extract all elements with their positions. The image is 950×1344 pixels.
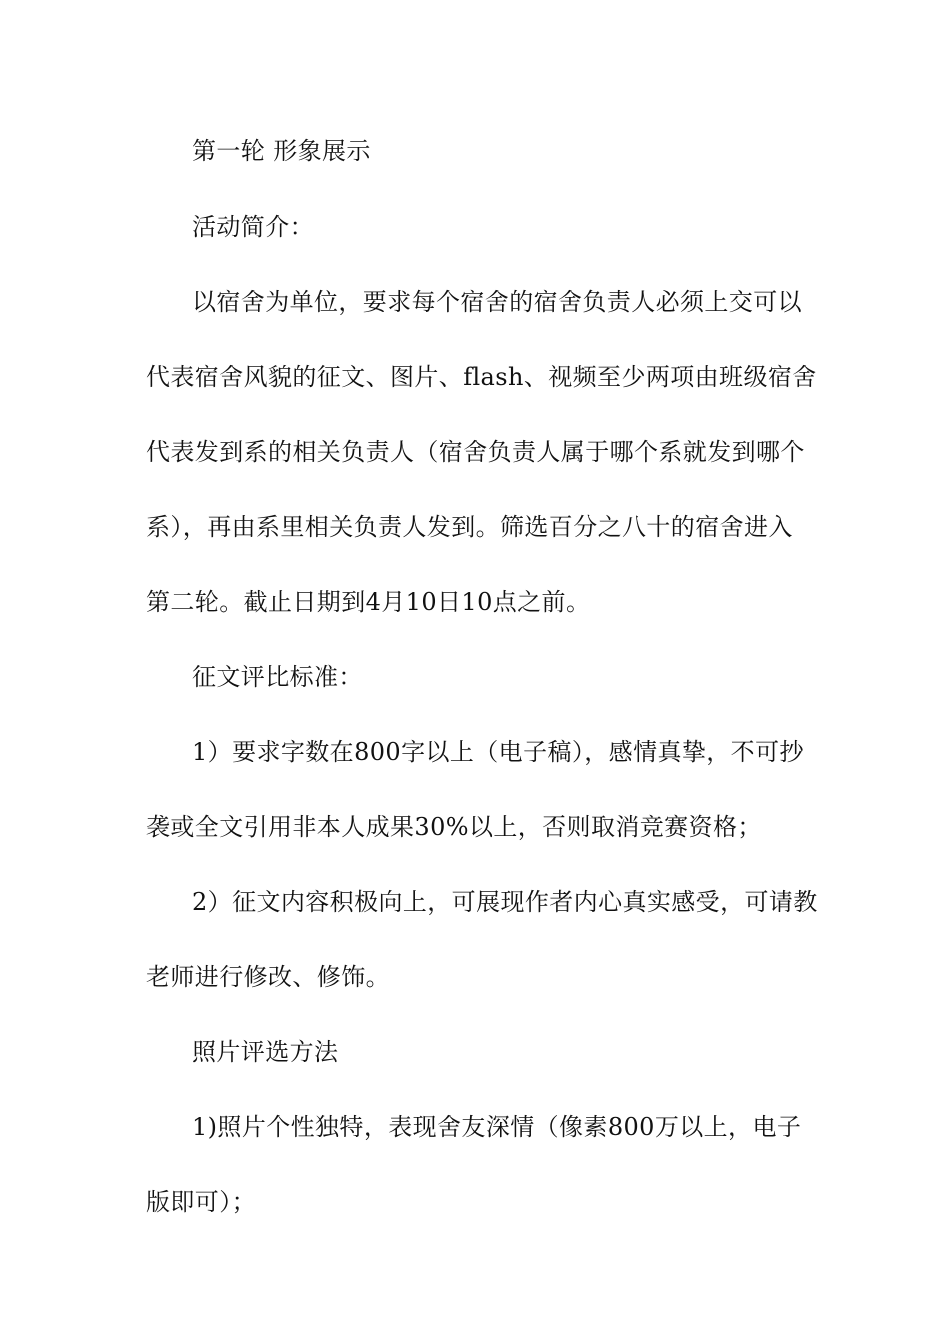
list-item-line: 袭或全文引用非本人成果30%以上，否则取消竞赛资格； — [146, 813, 762, 841]
subheading-photo-method: 照片评选方法 — [192, 1038, 339, 1066]
list-item-line: 1）要求字数在800字以上（电子稿），感情真挚，不可抄 — [192, 738, 804, 766]
list-item-line: 版即可）； — [146, 1188, 256, 1216]
section-heading-round-one: 第一轮 形象展示 — [192, 137, 371, 165]
list-item-line: 1)照片个性独特，表现舍友深情（像素800万以上，电子 — [192, 1113, 802, 1141]
subheading-essay-criteria: 征文评比标准： — [192, 663, 363, 691]
paragraph-line: 第二轮。截止日期到4月10日10点之前。 — [146, 588, 591, 616]
subheading-activity-intro: 活动简介： — [192, 213, 314, 241]
paragraph-line: 以宿舍为单位，要求每个宿舍的宿舍负责人必须上交可以 — [192, 288, 802, 316]
paragraph-line: 代表发到系的相关负责人（宿舍负责人属于哪个系就发到哪个 — [146, 438, 805, 466]
paragraph-line: 系），再由系里相关负责人发到。筛选百分之八十的宿舍进入 — [146, 513, 793, 541]
list-item-line: 2）征文内容积极向上，可展现作者内心真实感受，可请教 — [192, 888, 818, 916]
paragraph-line: 代表宿舍风貌的征文、图片、flash、视频至少两项由班级宿舍 — [146, 363, 817, 391]
list-item-line: 老师进行修改、修饰。 — [146, 963, 390, 991]
